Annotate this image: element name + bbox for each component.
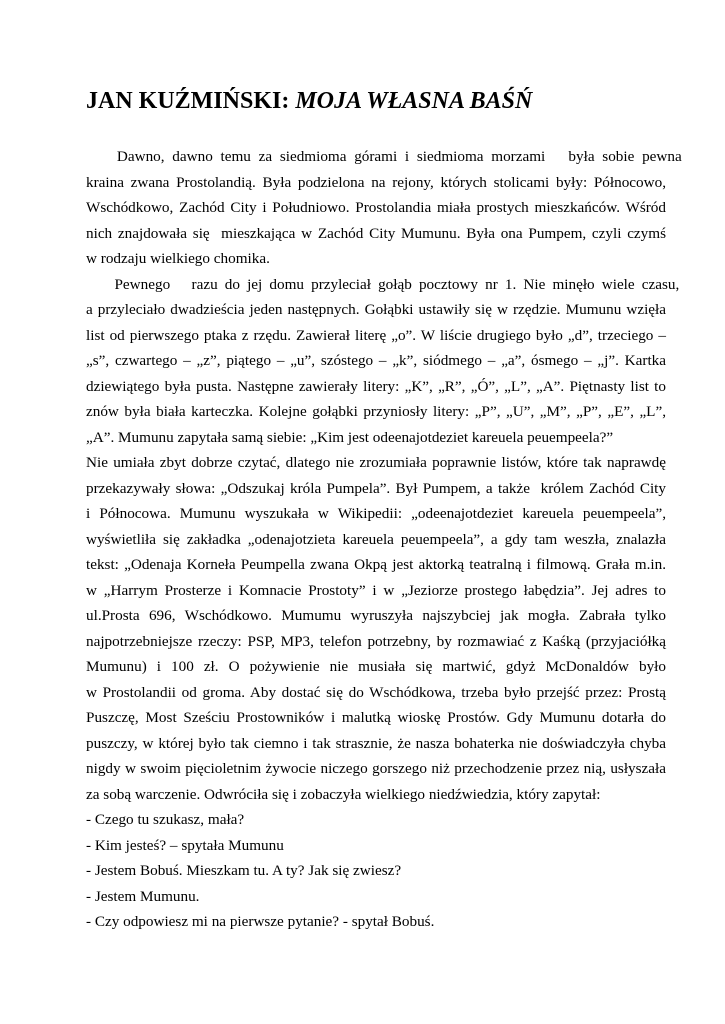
text-line: ul.Prosta 696, Wschódkowo. Mumumu wyruszyła najszybciej jak mogła. Zabrała tylko (86, 607, 666, 624)
text-line: - Kim jesteś? – spytała Mumunu (86, 836, 284, 854)
title-author: JAN KUŹMIŃSKI: (86, 88, 296, 114)
text-line: kraina zwana Prostolandią. Była podzielona na rejony, których stolicami były: Północowo, (86, 173, 666, 191)
text-line: w „Harrym Prosterze i Komnacie Prostoty” i w „Jeziorze prostego łabędzia”. Jej adres to (86, 581, 666, 599)
text-line: Puszczę, Most Sześciu Prostowników i malutką wioskę Prostów. Gdy Mumunu dotarła do (86, 709, 666, 726)
text-line: wyświetliła się zakładka „odenajotzieta kareuela peuempeela”, a gdy tam weszła, znalazła (86, 530, 666, 548)
text-line: list od pierwszego ptaka z rzędu. Zawierał literę „o”. W liście drugiego było „d”, trzeciego – (86, 326, 666, 344)
text-line: „s”, czwartego – „z”, piątego – „u”, szóstego – „k”, siódmego – „a”, ósmego – „j”. Kartka (86, 352, 666, 369)
text-line: Mumunu) i 100 zł. O pożywienie nie musiała się martwić, gdyż McDonaldów było (86, 658, 666, 675)
text-line: a przyleciało dwadzieścia jeden następnych. Gołąbki ustawiły się w rzędzie. Mumunu wzięła (86, 301, 666, 318)
text-line: za sobą warczenie. Odwróciła się i zobaczyła wielkiego niedźwiedzia, który zapytał: (86, 785, 601, 803)
text-line: Wschódkowo, Zachód City i Południowo. Prostolandia miała prostych mieszkańców. Wśród (86, 199, 666, 216)
title-work: MOJA WŁASNA BAŚŃ (295, 88, 533, 114)
text-line: znów była biała karteczka. Kolejne gołąbki przyniosły litery: „P”, „U”, „M”, „P”, „E”, „L”, (86, 403, 666, 420)
text-line: „A”. Mumunu zapytała samą siebie: „Kim jest odeenajotdeziet kareuela peuempeela?” (86, 428, 614, 446)
text-line: nigdy w swoim pięcioletnim żywocie niczego gorszego niż przechodzenie przez nią, usłyszała (86, 760, 666, 777)
text-line: puszczy, w której było tak ciemno i tak strasznie, że nasza bohaterka nie doświadczyła chyba (86, 734, 666, 752)
text-line: dziewiątego była pusta. Następne zawierały litery: „K”, „R”, „Ó”, „L”, „A”. Piętnasty list to (86, 377, 666, 395)
text-line: - Czego tu szukasz, mała? (86, 811, 245, 828)
text-line: tekst: „Odenaja Korneła Peumpella zwana Okpą jest aktorką teatralną i filmową. Grała m.in. (86, 556, 666, 573)
text-line: - Czy odpowiesz mi na pierwsze pytanie? - spytał Bobuś. (86, 913, 435, 930)
text-line: Pewnego razu do jej domu przyleciał gołąb pocztowy nr 1. Nie minęło wiele czasu, (86, 275, 680, 293)
story-body (86, 144, 682, 935)
text-line: Dawno, dawno temu za siedmioma górami i siedmioma morzami była sobie pewna (86, 148, 682, 165)
text-line: najpotrzebniejsze rzeczy: PSP, MP3, telefon potrzebny, by rozmawiać z Kaśką (przyjaciółką (86, 632, 666, 650)
text-line: w Prostolandii od groma. Aby dostać się do Wschódkowa, trzeba było przejść przez: Prostą (86, 683, 666, 701)
document-title (86, 86, 532, 116)
text-line: w rodzaju wielkiego chomika. (86, 250, 270, 267)
text-line: - Jestem Bobuś. Mieszkam tu. A ty? Jak się zwiesz? (86, 862, 402, 879)
text-line: - Jestem Mumunu. (86, 887, 200, 905)
text-line: Nie umiała zbyt dobrze czytać, dlatego nie zrozumiała poprawnie listów, które tak naprawdę (86, 454, 666, 471)
text-line: przekazywały słowa: „Odszukaj króla Pumpela”. Był Pumpem, a także królem Zachód City (86, 479, 666, 497)
text-line: i Północowa. Mumunu wyszukała w Wikipedii: „odeenajotdeziet kareuela peuempeela”, (86, 505, 666, 522)
text-line: nich znajdowała się mieszkająca w Zachód City Mumunu. Była ona Pumpem, czyli czymś (86, 224, 666, 242)
